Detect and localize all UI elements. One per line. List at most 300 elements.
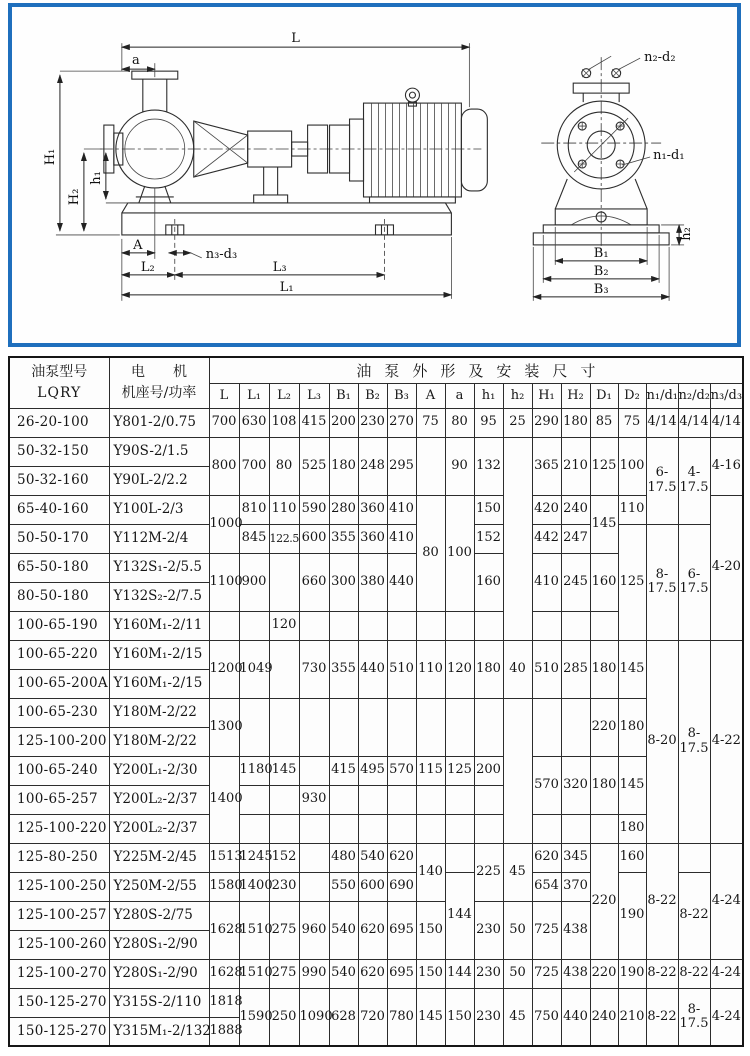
motor-cell: Y801-2/0.75 <box>109 408 209 437</box>
witness-lines-side <box>56 43 469 301</box>
dim-cell <box>269 640 299 698</box>
model-column-header <box>9 357 109 408</box>
dim-cell: 145 <box>618 756 646 814</box>
column-header: a <box>445 383 474 408</box>
dim-label-B1: B₁ <box>593 245 609 261</box>
dim-cell <box>239 698 269 756</box>
dim-cell: 50 <box>503 959 532 988</box>
dim-cell: 1049 <box>239 640 269 698</box>
dim-cell: 90 <box>445 437 474 495</box>
column-header: n₁/d₁ <box>646 383 678 408</box>
dim-cell: 510 <box>387 640 416 698</box>
dim-cell: 145 <box>590 495 618 553</box>
dim-label-L: L <box>291 31 300 47</box>
motor-header-line1: 电 机 <box>131 364 187 381</box>
dim-cell: 132 <box>474 437 503 495</box>
dim-cell: 725 <box>532 901 561 959</box>
dim-cell: 230 <box>474 959 503 988</box>
dim-label-H1: H₁ <box>42 148 58 166</box>
dim-cell: 8-22 <box>646 843 678 959</box>
model-cell: 100-65-200A <box>9 669 109 698</box>
dim-cell: 750 <box>532 988 561 1046</box>
dim-cell: 180 <box>590 756 618 814</box>
dim-cell <box>299 756 329 785</box>
dim-cell: 1628 <box>209 901 239 959</box>
dim-cell: 660 <box>299 553 329 611</box>
dim-label-n1d1: n₁-d₁ <box>653 148 685 164</box>
dim-cell: 1590 <box>239 988 269 1046</box>
dim-cell <box>445 698 474 756</box>
dim-cell: 4-24 <box>710 843 743 959</box>
dim-cell: 695 <box>387 901 416 959</box>
dim-cell: 600 <box>299 524 329 553</box>
dim-cell: 620 <box>532 843 561 872</box>
dim-cell: 600 <box>358 872 387 901</box>
dim-cell: 248 <box>358 437 387 495</box>
pump-side <box>104 71 350 203</box>
dim-cell: 4/14 <box>710 408 743 437</box>
dim-cell: 630 <box>239 408 269 437</box>
motor-cell: Y180M-2/22 <box>109 698 209 727</box>
dim-cell: 8-20 <box>646 640 678 843</box>
dim-cell: 80 <box>445 408 474 437</box>
dim-cell: 180 <box>618 814 646 843</box>
dim-cell: 40 <box>503 640 532 698</box>
dim-cell: 4/14 <box>646 408 678 437</box>
dim-cell <box>561 814 590 843</box>
dim-cell: 495 <box>358 756 387 785</box>
dim-cell <box>445 785 474 814</box>
dim-cell: 4-16 <box>710 437 743 495</box>
dim-cell <box>209 611 239 640</box>
dim-cell: 8-17.5 <box>678 988 710 1046</box>
dim-cell <box>590 814 618 843</box>
dim-cell: 1513 <box>209 843 239 872</box>
dim-cell: 290 <box>532 408 561 437</box>
model-cell: 125-80-250 <box>9 843 109 872</box>
pump-end <box>557 56 650 189</box>
dim-cell: 8-17.5 <box>678 640 710 843</box>
dim-cell <box>416 785 445 814</box>
dim-cell: 370 <box>561 872 590 901</box>
dim-cell: 144 <box>445 872 474 959</box>
dim-cell: 700 <box>239 437 269 495</box>
dim-cell <box>387 785 416 814</box>
column-header: B₁ <box>329 383 358 408</box>
model-header-line1: 油泵型号 <box>31 364 88 381</box>
dim-cell: 220 <box>590 698 618 756</box>
motor-cell: Y180M-2/22 <box>109 727 209 756</box>
dim-cell: 145 <box>618 640 646 698</box>
motor-cell: Y160M₁-2/15 <box>109 640 209 669</box>
motor-cell: Y160M₁-2/15 <box>109 669 209 698</box>
dim-cell: 140 <box>416 843 445 901</box>
motor-cell: Y315M₁-2/132 <box>109 1017 209 1046</box>
dim-cell: 410 <box>532 553 561 611</box>
dim-cell <box>299 872 329 901</box>
dim-cell <box>239 611 269 640</box>
column-header: A <box>416 383 445 408</box>
dim-cell: 540 <box>329 901 358 959</box>
dim-cell: 1510 <box>239 901 269 959</box>
dim-cell: 1200 <box>209 640 239 698</box>
dim-cell: 4-24 <box>710 988 743 1046</box>
dim-cell: 115 <box>416 756 445 785</box>
dim-cell: 275 <box>269 901 299 959</box>
dim-cell: 270 <box>387 408 416 437</box>
dim-cell <box>269 814 299 843</box>
motor-cell: Y160M₁-2/11 <box>109 611 209 640</box>
dim-cell: 930 <box>299 785 329 814</box>
dim-cell: 480 <box>329 843 358 872</box>
motor-cell: Y132S₂-2/7.5 <box>109 582 209 611</box>
model-cell: 150-125-270 <box>9 988 109 1017</box>
dim-cell: 800 <box>209 437 239 495</box>
model-cell: 50-32-160 <box>9 466 109 495</box>
dim-cell <box>532 698 561 756</box>
dim-cell: 1090 <box>299 988 329 1046</box>
dim-cell: 845 <box>239 524 269 553</box>
dim-cell <box>445 814 474 843</box>
dim-cell: 1400 <box>239 872 269 901</box>
dim-cell: 75 <box>416 408 445 437</box>
side-view <box>43 31 487 301</box>
dim-cell: 1818 <box>209 988 239 1017</box>
model-cell: 100-65-240 <box>9 756 109 785</box>
dim-cell <box>358 611 387 640</box>
dim-cell: 540 <box>329 959 358 988</box>
dim-cell: 145 <box>269 756 299 785</box>
dim-cell: 700 <box>209 408 239 437</box>
dim-label-A: A <box>133 237 143 253</box>
dim-label-n2d2: n₂-d₂ <box>644 50 676 66</box>
dim-cell: 570 <box>532 756 561 814</box>
dim-cell: 355 <box>329 524 358 553</box>
model-cell: 125-100-250 <box>9 872 109 901</box>
dim-cell: 365 <box>532 437 561 495</box>
dim-cell: 1245 <box>239 843 269 872</box>
motor-cell: Y315S-2/110 <box>109 988 209 1017</box>
dim-cell: 120 <box>269 611 299 640</box>
model-cell: 125-100-200 <box>9 727 109 756</box>
model-cell: 65-50-180 <box>9 553 109 582</box>
dim-cell: 8-22 <box>678 872 710 959</box>
dim-label-L1: L₁ <box>279 279 294 295</box>
dim-cell: 1100 <box>209 553 239 611</box>
model-cell: 150-125-270 <box>9 1017 109 1046</box>
dim-cell: 275 <box>269 959 299 988</box>
dim-cell: 780 <box>387 988 416 1046</box>
dim-cell: 152 <box>474 524 503 553</box>
column-header: L <box>209 383 239 408</box>
motor-cell: Y250M-2/55 <box>109 872 209 901</box>
dim-cell: 150 <box>474 495 503 524</box>
column-header: B₃ <box>387 383 416 408</box>
witness-lines-end <box>533 225 684 301</box>
dimension-table <box>8 356 744 1047</box>
motor-cell: Y280S₁-2/90 <box>109 930 209 959</box>
motor-cell: Y280S-2/75 <box>109 901 209 930</box>
dim-cell: 410 <box>387 524 416 553</box>
dim-cell: 25 <box>503 408 532 437</box>
dim-cell: 110 <box>269 495 299 524</box>
dim-cell: 900 <box>239 553 269 611</box>
dim-cell <box>358 785 387 814</box>
dim-cell: 1628 <box>209 959 239 988</box>
dim-cell <box>474 698 503 756</box>
dim-cell: 110 <box>618 495 646 524</box>
dim-cell: 120 <box>445 640 474 698</box>
dim-cell: 210 <box>561 437 590 495</box>
model-cell: 26-20-100 <box>9 408 109 437</box>
dim-cell <box>239 785 269 814</box>
dim-cell: 8-22 <box>646 988 678 1046</box>
dim-cell: 108 <box>269 408 299 437</box>
dim-cell <box>329 698 358 756</box>
dim-cell: 100 <box>445 495 474 611</box>
dim-cell: 180 <box>618 698 646 756</box>
pump-outline-drawing <box>12 7 737 343</box>
column-header: L₂ <box>269 383 299 408</box>
dim-cell <box>387 611 416 640</box>
dim-cell <box>416 611 445 640</box>
dim-cell: 160 <box>618 843 646 872</box>
dim-cell: 220 <box>590 959 618 988</box>
dim-cell: 540 <box>358 843 387 872</box>
dim-cell: 420 <box>532 495 561 524</box>
dim-cell: 1510 <box>239 959 269 988</box>
dim-cell: 440 <box>387 553 416 611</box>
dim-label-L3: L₃ <box>272 259 287 275</box>
dim-cell: 180 <box>329 437 358 495</box>
table-row <box>9 959 743 988</box>
dim-cell: 1400 <box>209 756 239 843</box>
table-row <box>9 408 743 437</box>
table-row <box>9 495 743 524</box>
dim-cell <box>416 437 445 495</box>
dim-cell <box>445 843 474 872</box>
dim-cell: 4-17.5 <box>678 437 710 524</box>
dim-cell: 210 <box>618 988 646 1046</box>
dim-cell: 200 <box>329 408 358 437</box>
dim-cell: 654 <box>532 872 561 901</box>
dim-cell <box>269 698 299 756</box>
dim-cell <box>503 437 532 640</box>
dim-cell: 4-20 <box>710 495 743 640</box>
motor-column-header <box>109 357 209 408</box>
dim-cell: 725 <box>532 959 561 988</box>
dim-cell <box>474 814 503 843</box>
table-row <box>9 988 743 1017</box>
dim-cell: 285 <box>561 640 590 698</box>
dim-cell: 810 <box>239 495 269 524</box>
dim-cell: 145 <box>416 988 445 1046</box>
dim-cell <box>445 611 474 640</box>
dim-label-h1: h₁ <box>88 171 104 185</box>
dim-cell: 510 <box>532 640 561 698</box>
model-header-line2: LQRY <box>37 384 82 401</box>
dim-cell: 110 <box>416 640 445 698</box>
dim-cell: 8-17.5 <box>646 524 678 640</box>
model-cell: 100-65-230 <box>9 698 109 727</box>
motor-cell: Y90L-2/2.2 <box>109 466 209 495</box>
motor-cell: Y200L₁-2/30 <box>109 756 209 785</box>
dim-cell: 4-22 <box>710 640 743 843</box>
dim-cell: 438 <box>561 959 590 988</box>
dim-cell: 180 <box>474 640 503 698</box>
dim-cell <box>299 814 329 843</box>
dim-cell: 690 <box>387 872 416 901</box>
dim-cell: 50 <box>503 901 532 959</box>
dim-cell: 45 <box>503 843 532 901</box>
dim-cell: 122.5 <box>269 524 299 553</box>
dim-cell <box>299 611 329 640</box>
motor-cell: Y100L-2/3 <box>109 495 209 524</box>
dim-cell: 730 <box>299 640 329 698</box>
model-cell: 100-65-190 <box>9 611 109 640</box>
dim-label-B3: B₃ <box>593 281 609 297</box>
dim-cell: 1000 <box>209 495 239 553</box>
dim-cell: 150 <box>416 959 445 988</box>
dim-cell <box>329 814 358 843</box>
motor-cell: Y200L₂-2/37 <box>109 785 209 814</box>
dim-cell: 190 <box>618 959 646 988</box>
dim-cell <box>329 785 358 814</box>
dim-cell: 200 <box>474 756 503 785</box>
dim-cell: 695 <box>387 959 416 988</box>
dim-cell: 160 <box>590 553 618 611</box>
column-header: L₁ <box>239 383 269 408</box>
baseplate-side <box>122 203 452 235</box>
dim-cell: 442 <box>532 524 561 553</box>
dim-cell: 960 <box>299 901 329 959</box>
table-row <box>9 524 743 553</box>
dim-cell: 85 <box>590 408 618 437</box>
end-view <box>533 50 694 301</box>
dim-cell: 160 <box>474 553 503 611</box>
dim-cell <box>269 785 299 814</box>
model-cell: 50-50-170 <box>9 524 109 553</box>
dim-cell: 360 <box>358 524 387 553</box>
motor-cell: Y112M-2/4 <box>109 524 209 553</box>
column-header: L₃ <box>299 383 329 408</box>
dim-label-h2: h₂ <box>679 227 695 241</box>
dim-cell <box>358 698 387 756</box>
table-row <box>9 756 743 785</box>
dim-cell: 250 <box>269 988 299 1046</box>
dim-cell: 220 <box>590 843 618 959</box>
dim-cell: 1888 <box>209 1017 239 1046</box>
motor-cell: Y90S-2/1.5 <box>109 437 209 466</box>
dim-cell: 230 <box>474 988 503 1046</box>
dims-group-header: 油泵外形及安装尺寸 <box>209 357 743 383</box>
dim-cell: 100 <box>618 437 646 495</box>
dim-cell: 125 <box>590 437 618 495</box>
dim-cell: 6-17.5 <box>678 524 710 640</box>
table-row <box>9 698 743 727</box>
motor-cell: Y132S₁-2/5.5 <box>109 553 209 582</box>
dim-label-L2: L₂ <box>140 259 155 275</box>
dim-cell: 380 <box>358 553 387 611</box>
motor-header-line2: 机座号/功率 <box>121 384 197 401</box>
dim-cell: 440 <box>358 640 387 698</box>
dim-cell: 415 <box>329 756 358 785</box>
dim-cell: 152 <box>269 843 299 872</box>
dim-cell: 230 <box>474 901 503 959</box>
dim-cell: 440 <box>561 988 590 1046</box>
dim-cell: 590 <box>299 495 329 524</box>
dim-cell: 4/14 <box>678 408 710 437</box>
dim-cell: 8-22 <box>678 959 710 988</box>
dim-cell: 150 <box>416 901 445 959</box>
dim-cell: 620 <box>387 843 416 872</box>
dim-label-H2: H₂ <box>66 188 82 206</box>
dim-cell: 1300 <box>209 698 239 756</box>
dim-cell: 230 <box>358 408 387 437</box>
column-header: D₂ <box>618 383 646 408</box>
column-header: B₂ <box>358 383 387 408</box>
column-header: H₂ <box>561 383 590 408</box>
dim-cell <box>416 698 445 756</box>
dim-cell: 345 <box>561 843 590 872</box>
dim-label-a: a <box>131 53 140 69</box>
dimension-lines-side <box>60 47 469 295</box>
dim-cell <box>532 814 561 843</box>
dim-cell: 247 <box>561 524 590 553</box>
model-cell: 125-100-260 <box>9 930 109 959</box>
dim-cell <box>678 843 710 872</box>
dim-cell: 360 <box>358 495 387 524</box>
dim-cell: 80 <box>269 437 299 495</box>
model-cell: 125-100-220 <box>9 814 109 843</box>
column-header: n₃/d₃ <box>710 383 743 408</box>
dim-cell: 295 <box>387 437 416 495</box>
column-header: h₁ <box>474 383 503 408</box>
dim-cell: 410 <box>387 495 416 524</box>
column-header: D₁ <box>590 383 618 408</box>
dim-cell: 570 <box>387 756 416 785</box>
model-cell: 125-100-257 <box>9 901 109 930</box>
dim-cell: 415 <box>299 408 329 437</box>
model-cell: 125-100-270 <box>9 959 109 988</box>
dim-cell: 240 <box>561 495 590 524</box>
dim-cell <box>269 553 299 611</box>
dim-cell <box>474 785 503 814</box>
dim-cell: 6-17.5 <box>646 437 678 524</box>
dim-cell: 990 <box>299 959 329 988</box>
dim-cell <box>329 611 358 640</box>
drawing-frame <box>8 3 741 347</box>
table-row <box>9 437 743 466</box>
dim-cell: 240 <box>590 988 618 1046</box>
motor-cell: Y280S₁-2/90 <box>109 959 209 988</box>
dim-cell: 80 <box>416 495 445 611</box>
dim-cell: 620 <box>358 901 387 959</box>
dim-cell: 550 <box>329 872 358 901</box>
dim-cell: 180 <box>590 640 618 698</box>
dim-cell: 720 <box>358 988 387 1046</box>
table-row <box>9 843 743 872</box>
dim-cell: 1180 <box>239 756 269 785</box>
model-cell: 80-50-180 <box>9 582 109 611</box>
dim-cell <box>299 698 329 756</box>
motor-side <box>350 88 488 203</box>
dim-cell: 628 <box>329 988 358 1046</box>
motor-cell: Y200L₂-2/37 <box>109 814 209 843</box>
dim-cell: 1580 <box>209 872 239 901</box>
dim-cell: 225 <box>474 843 503 901</box>
dim-cell <box>299 843 329 872</box>
